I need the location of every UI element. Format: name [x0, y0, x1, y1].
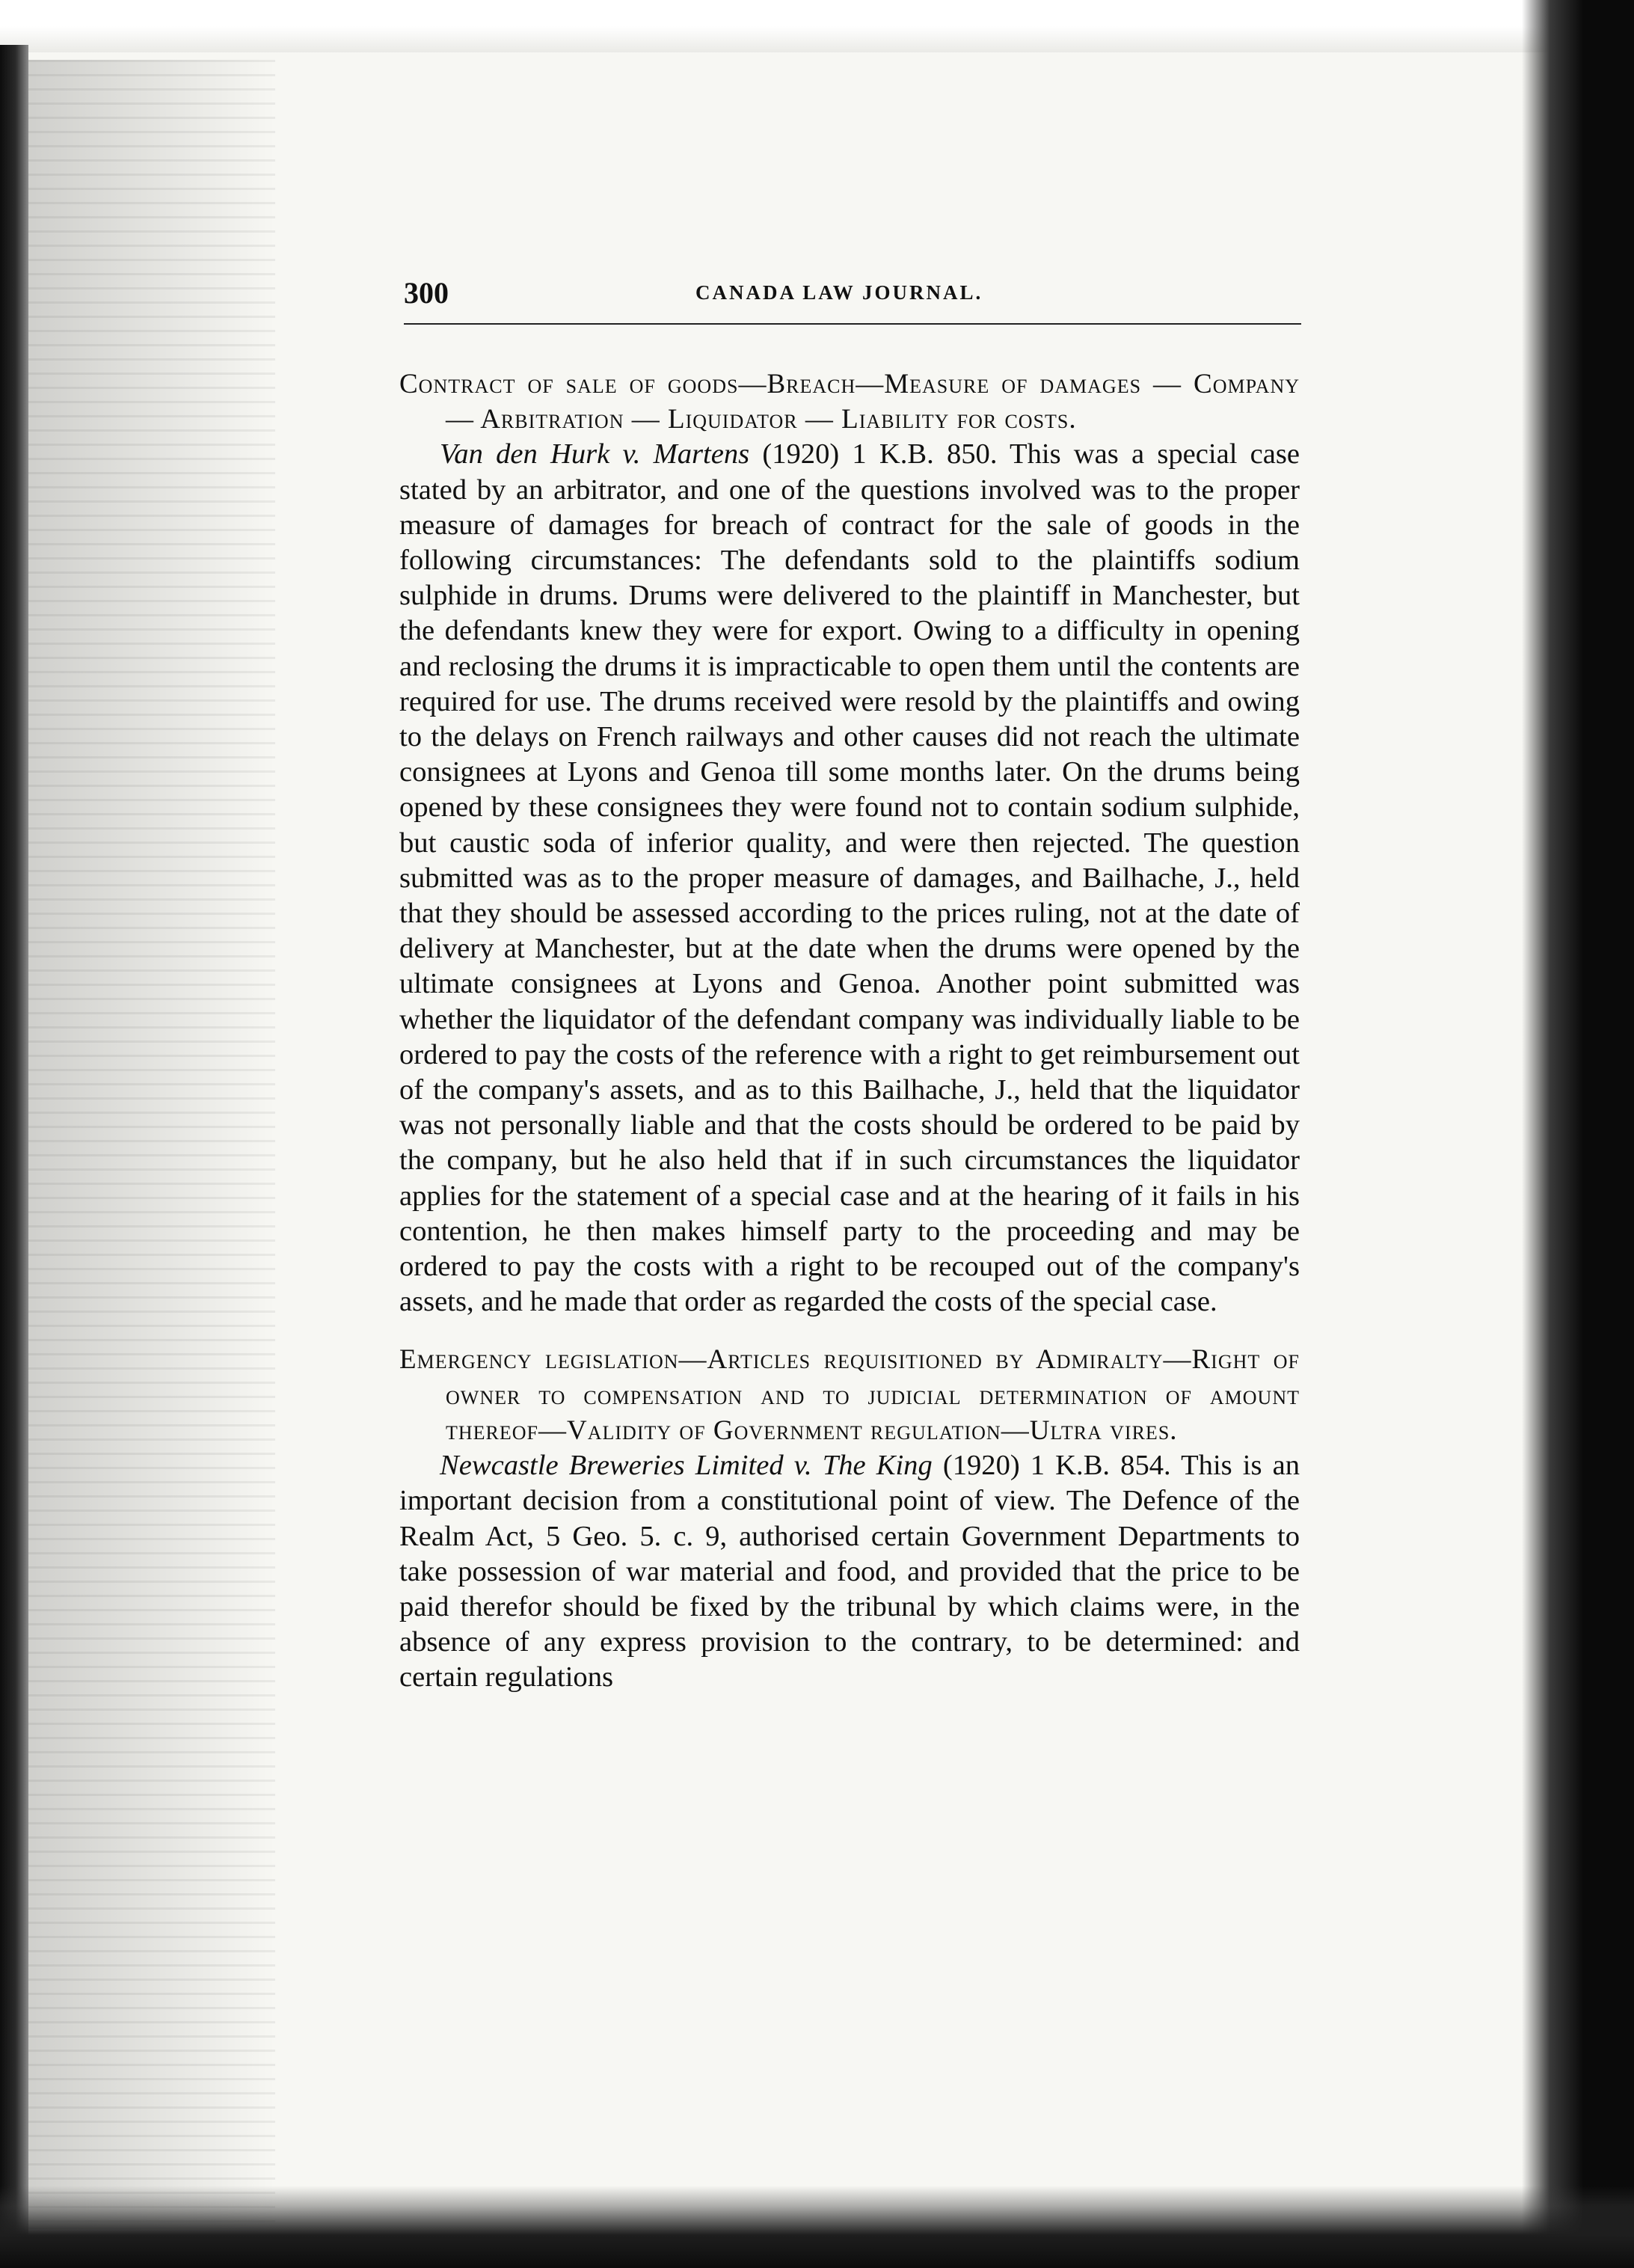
- case-name: Newcastle Breweries Limited v. The King: [440, 1450, 933, 1482]
- scan-bottom-edge: [0, 2186, 1634, 2268]
- scan-left-shadow: [28, 60, 275, 2229]
- case-citation: (1920) 1 K.B. 854.: [932, 1450, 1171, 1482]
- case-name: Van den Hurk v. Martens: [440, 438, 750, 471]
- page-header: [404, 275, 1301, 320]
- case-citation: (1920) 1 K.B. 850.: [749, 438, 998, 471]
- case-paragraph: [399, 1448, 1300, 1695]
- section-headnote: Contract of sale of goods—Breach—Measure of damages — Company — Arbitration — Liquidator — Liability for costs.: [399, 369, 1300, 435]
- scan-left-edge: [0, 45, 28, 2268]
- page-number: 300: [404, 276, 449, 310]
- section-gap: [399, 1320, 1300, 1342]
- header-rule: [404, 323, 1301, 325]
- case-body: This was a special case stated by an arbitrator, and one of the questions involved was to the proper measure of damages for breach of contract for the sale of goods in the following circumstances: The defendants sold to the plaintiffs sodium sulphide in drums. Drums were delivered to the plaintiff in Manchester, but the defendants knew they were for export. Owing to a difficulty in opening and reclosing the drums it is impracticable to open them until the contents are required for use. The drums received were resold by the plaintiffs and owing to the delays on French railways and other causes did not reach the ultimate consignees at Lyons and Genoa till some months later. On the drums being opened by these consignees they were found not to contain sodium sulphide, but caustic soda of inferior quality, and were then rejected. The question submitted was as to the proper measure of damages, and Bailhache, J., held that they should be assessed according to the prices ruling, not at the date of delivery at Manchester, but at the date when the drums were opened by the ultimate consignees at Lyons and Genoa. Another point submitted was whether the liquidator of the defendant company was individually liable to be ordered to pay the costs of the reference with a right to get reimbursement out of the company's assets, and as to this Bailhache, J., held that the liquidator was not personally liable and that the costs should be ordered to be paid by the company, but he also held that if in such circumstances the liquidator applies for the statement of a special case and at the hearing of it fails in his contention, he then makes himself party to the proceeding and may be ordered to pay the costs with a right to be recouped out of the company's assets, and he made that order as regarded the costs of the special case.: [399, 438, 1300, 1318]
- section-headnote: Emergency legislation—Articles requisitioned by Admiralty—Right of owner to compensation and to judicial determination of amount thereof—Validity of Government regulation—Ultra vires.: [399, 1344, 1300, 1446]
- running-title: CANADA LAW JOURNAL.: [695, 281, 983, 304]
- case-paragraph: [399, 437, 1300, 1320]
- case-body: This is an important decision from a constitutional point of view. The Defence of the Realm Act, 5 Geo. 5. c. 9, authorised certain Government Departments to take possession of war material and food, and provided that the price to be paid therefor should be fixed by the tribunal by which claims were, in the absence of any express provision to the contrary, to be determined: and certain regulations: [399, 1450, 1300, 1694]
- scan-top-edge: [0, 0, 1634, 52]
- article-text: [399, 367, 1300, 1696]
- scan-right-edge: [1522, 0, 1634, 2268]
